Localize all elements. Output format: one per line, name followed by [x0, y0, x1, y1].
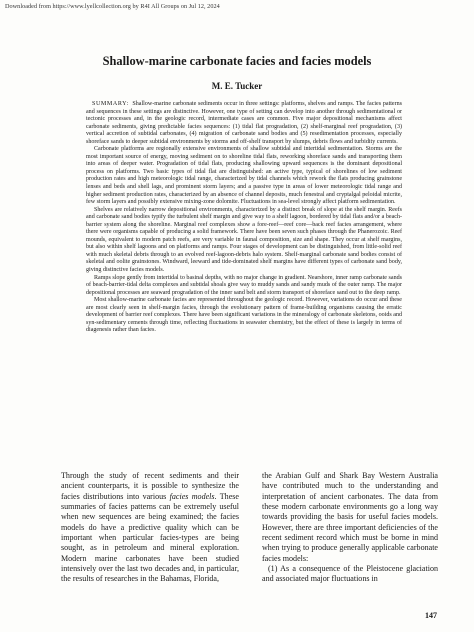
abstract-summary-paragraph: [86, 101, 402, 146]
paper-title: Shallow-marine carbonate facies and facies models: [102, 54, 372, 68]
body-column-right: [262, 471, 438, 585]
deficiencies-paragraph: the Arabian Gulf and Shark Bay Western Australia have contributed much to the understanding and interpretation of ancient carbonates. The data from these modern carbonate environments go a long way towards providing the basis for useful facies models. However, there are three important deficiencies of the recent sediment record which must be borne in mind when trying to produce generally applicable carbonate facies models:: [262, 471, 438, 563]
abstract-geologic-record-paragraph: Most shallow-marine carbonate facies are represented throughout the geologic record. However, variations do occur and these are most clearly seen in shelf-margin facies, through the evolutionary pattern of frame-building organisms causing the erratic development of barrier reef complexes. There have been significant variations in the mineralogy of carbonate skeletons, ooids and syn-sedimentary cements through time, reflecting fluctuations in seawater chemistry, but the effect of these is largely in terms of diagenesis rather than facies.: [86, 297, 402, 334]
abstract-platforms-paragraph: Carbonate platforms are regionally extensive environments of shallow subtidal and intertidal sedimentation. Storms are the most important source of energy, moving sediment on to shoreline tidal flats, reworking shoreface sands and transporting them into areas of deeper water. Progradation of tidal flats, producing shallowing upward sequences is the dominant depositional process on platforms. Two basic types of tidal flat are distinguished: an active type, typical of shorelines of low sediment production rates and high meteorologic tidal range, characterized by tidal channels which rework the flats producing grainstone lenses and beds and shell lags, and prominent storm layers; and a passive type in areas of lower meteorologic tidal range and higher sediment production rates, characterized by an absence of channel deposits, much fenestral and cryptalgal peloidal micrite, few storm layers and possibly extensive mixing-zone dolomite. Fluctuations in sea-level strongly affect platform sedimentation.: [86, 146, 402, 206]
abstract-ramps-paragraph: Ramps slope gently from intertidal to basinal depths, with no major change in gradient. Nearshore, inner ramp carbonate sands of beach-barrier-tidal delta complexes and subtidal shoals give way to muddy sands and sandy muds of the outer ramp. The major depositional processes are seaward progradation of the inner sand belt and storm transport of shoreface sand out to the deep ramp.: [86, 274, 402, 296]
summary-label: SUMMARY:: [92, 101, 129, 107]
intro-text-start: Through the study of recent sediments and their ancient counterparts, it is possible to synthesize the facies distributions into various: [61, 471, 239, 501]
abstract-shelves-paragraph: Shelves are relatively narrow depositional environments, characterized by a distinct break of slope at the shelf margin. Reefs and carbonate sand bodies typify the turbulent shelf margin and give way to a shelf lagoon, bordered by tidal flats and/or a beach-barrier system along the shoreline. Marginal reef complexes show a fore-reef—reef core—back reef facies arrangement, where there were organisms capable of producing a solid framework. There have been seven such phases through the Phanerozoic. Reef mounds, equivalent to modern patch reefs, are very variable in faunal composition, size and shape. They occur at shelf margins, but also within shelf lagoons and on platforms and ramps. Four stages of development can be distinguished, from little-solid reef with much skeletal debris through to an evolved reef-lagoon-debris halo system. Shelf-marginal carbonate sand bodies consist of skeletal and oolite grainstones. Windward, leeward and tide-dominated shelf margins have different types of carbonate sand body, giving distinctive facies models.: [86, 206, 402, 274]
intro-text-end: . These summaries of facies patterns can be extremely useful when new sequences are being examined; the facies models do have a predictive quality which can be important when particular facies-types are being sought, as in petroleum and mineral exploration. Modern marine carbonates have been studied intensively over the last two decades and, in particular, the results of researches in the Bahamas, Florida,: [61, 491, 239, 584]
download-banner: Downloaded from https://www.lyellcollection.org by R4I All Groups on Jul 12, 2024: [5, 3, 220, 10]
intro-paragraph: [61, 471, 239, 585]
abstract: [86, 101, 402, 335]
summary-text: Shallow-marine carbonate sediments occur in three settings: platforms, shelves and ramps. The facies patterns and sequences in these settings are distinctive. However, one type of setting can develop into another through sedimentational or tectonic processes and, in the geologic record, intermediate cases are common. Five major depositional mechanisms affect carbonate sediments, giving predictable facies sequences: (1) tidal flat progradation, (2) shelf-marginal reef progradation, (3) vertical accretion of subtidal carbonates, (4) migration of carbonate sand bodies and (5) resedimentation processes, especially shoreface sands to deeper subtidal environments by storms and off-shelf transport by slumps, debris flows and turbidity currents.: [86, 101, 402, 145]
author-name: M. E. Tucker: [211, 81, 263, 91]
facies-models-term: facies models: [169, 491, 215, 501]
body-column-left: [61, 471, 239, 585]
page-number: 147: [425, 611, 437, 620]
deficiency-item-1: (1) As a consequence of the Pleistocene glaciation and associated major fluctuations in: [262, 564, 438, 584]
